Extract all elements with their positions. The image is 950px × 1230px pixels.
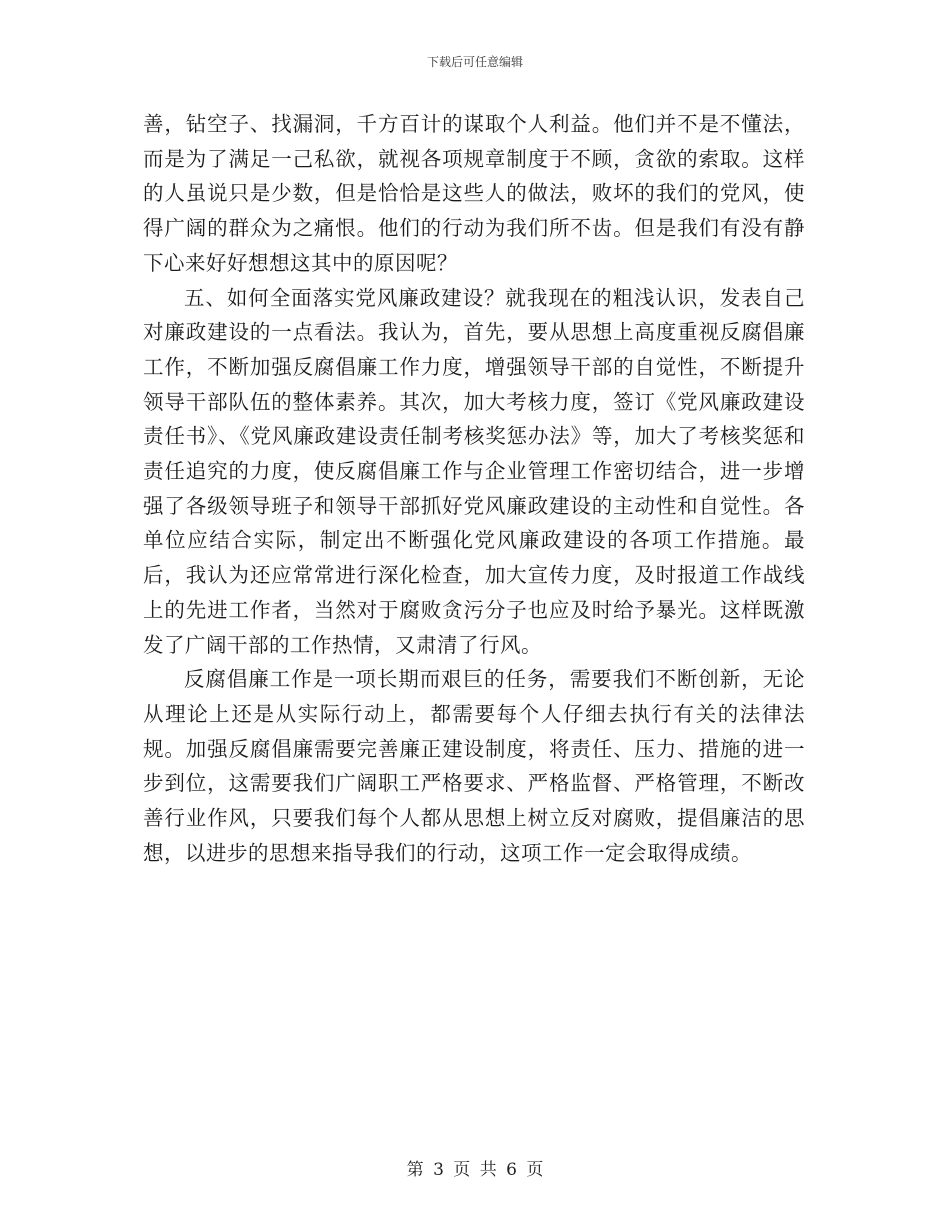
page-number: 第 3 页 共 6 页 bbox=[406, 1160, 544, 1180]
paragraph-continuation: 善，钻空子、找漏洞，千方百计的谋取个人利益。他们并不是不懂法，而是为了满足一己私欲，就视各项规章制度于不顾，贪欲的索取。这样的人虽说只是少数，但是恰恰是这些人的做法，败坏的我们的党风，使得广阔的群众为之痛恨。他们的行动为我们所不齿。但是我们有没有静下心来好好想想这其中的原因呢？ bbox=[143, 112, 805, 275]
paragraph-section-five: 五、如何全面落实党风廉政建设？就我现在的粗浅认识，发表自己对廉政建设的一点看法。我认为，首先，要从思想上高度重视反腐倡廉工作，不断加强反腐倡廉工作力度，增强领导干部的自觉性，不断提升领导干部队伍的整体素养。其次，加大考核力度，签订《党风廉政建设责任书》、《党风廉政建设责任制考核奖惩办法》等，加大了考核奖惩和责任追究的力度，使反腐倡廉工作与企业管理工作密切结合，进一步增强了各级领导班子和领导干部抓好党风廉政建设的主动性和自觉性。各单位应结合实际，制定出不断强化党风廉政建设的各项工作措施。最后，我认为还应常常进行深化检查，加大宣传力度，及时报道工作战线上的先进工作者，当然对于腐败贪污分子也应及时给予暴光。这样既激发了广阔干部的工作热情，又肃清了行风。 bbox=[143, 285, 805, 657]
page-header: 下载后可任意编辑 bbox=[426, 55, 523, 69]
paragraph-conclusion: 反腐倡廉工作是一项长期而艰巨的任务，需要我们不断创新，无论从理论上还是从实际行动上，都需要每个人仔细去执行有关的法律法规。加强反腐倡廉需要完善廉正建设制度，将责任、压力、措施的进一步到位，这需要我们广阔职工严格要求、严格监督、严格管理，不断改善行业作风，只要我们每个人都从思想上树立反对腐败，提倡廉洁的思想，以进步的思想来指导我们的行动，这项工作一定会取得成绩。 bbox=[143, 667, 805, 865]
document-body bbox=[143, 107, 805, 870]
